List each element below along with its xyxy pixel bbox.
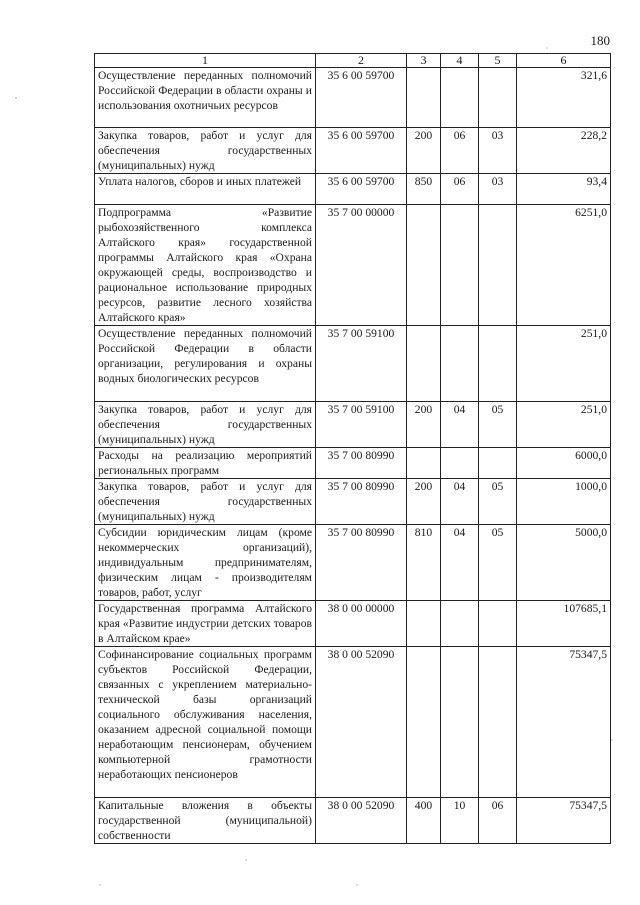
row-vr: 200 — [407, 128, 441, 174]
row-pr: 03 — [479, 128, 517, 174]
row-vr — [407, 205, 441, 326]
row-sum: 107685,1 — [517, 601, 611, 647]
row-vr: 400 — [407, 798, 441, 844]
speck — [611, 739, 612, 740]
row-rz — [441, 205, 479, 326]
row-vr — [407, 326, 441, 402]
row-rz — [441, 601, 479, 647]
table-row — [95, 68, 611, 128]
row-code: 38 0 00 52090 — [316, 647, 407, 798]
row-pr — [479, 326, 517, 402]
row-vr — [407, 601, 441, 647]
row-rz: 06 — [441, 174, 479, 205]
table-row — [95, 525, 611, 601]
table-row — [95, 174, 611, 205]
page-number: 180 — [590, 33, 610, 48]
row-pr — [479, 68, 517, 128]
row-vr — [407, 647, 441, 798]
row-pr: 06 — [479, 798, 517, 844]
table-row — [95, 798, 611, 844]
row-sum: 228,2 — [517, 128, 611, 174]
row-sum: 75347,5 — [517, 647, 611, 798]
row-code: 35 7 00 80990 — [316, 448, 407, 479]
row-name: Расходы на реализацию мероприятий региональных программ — [95, 448, 316, 479]
speck — [356, 884, 357, 885]
row-sum: 6251,0 — [517, 205, 611, 326]
table-row — [95, 448, 611, 479]
row-pr: 03 — [479, 174, 517, 205]
row-sum: 75347,5 — [517, 798, 611, 844]
row-vr: 810 — [407, 525, 441, 601]
row-rz — [441, 647, 479, 798]
table-row — [95, 128, 611, 174]
row-name: Закупка товаров, работ и услуг для обеспечения государственных (муниципальных) нужд — [95, 402, 316, 448]
row-name: Государственная программа Алтайского края «Развитие индустрии детских товаров в Алтайском крае» — [95, 601, 316, 647]
row-rz: 04 — [441, 402, 479, 448]
row-pr: 05 — [479, 525, 517, 601]
table-row — [95, 326, 611, 402]
row-pr: 05 — [479, 402, 517, 448]
row-sum: 5000,0 — [517, 525, 611, 601]
table-row — [95, 647, 611, 798]
row-name: Подпрограмма «Развитие рыбохозяйственного комплекса Алтайского края» государственной программы Алтайского края «Охрана окружающей среды, воспроизводство и рациональное использование природных ресурсов, развитие лесного хозяйства Алтайского края» — [95, 205, 316, 326]
table-row — [95, 402, 611, 448]
row-vr — [407, 448, 441, 479]
row-vr: 200 — [407, 402, 441, 448]
row-sum: 93,4 — [517, 174, 611, 205]
row-name: Закупка товаров, работ и услуг для обеспечения государственных (муниципальных) нужд — [95, 128, 316, 174]
row-vr — [407, 68, 441, 128]
speck — [15, 97, 17, 99]
table-row — [95, 601, 611, 647]
row-rz: 10 — [441, 798, 479, 844]
row-rz: 06 — [441, 128, 479, 174]
row-sum: 1000,0 — [517, 479, 611, 525]
table-row — [95, 479, 611, 525]
speck — [546, 47, 547, 48]
row-rz — [441, 68, 479, 128]
col-header-pr: 5 — [479, 54, 517, 68]
row-pr — [479, 601, 517, 647]
speck — [245, 859, 246, 860]
col-header-vr: 3 — [407, 54, 441, 68]
row-sum: 321,6 — [517, 68, 611, 128]
col-header-name: 1 — [95, 54, 316, 68]
row-rz — [441, 326, 479, 402]
row-rz — [441, 448, 479, 479]
row-name: Осуществление переданных полномочий Российской Федерации в области организации, регулирования и охраны водных биологических ресурсов — [95, 326, 316, 402]
row-name: Осуществление переданных полномочий Российской Федерации в области охраны и использования охотничьих ресурсов — [95, 68, 316, 128]
row-code: 35 6 00 59700 — [316, 174, 407, 205]
speck — [99, 884, 100, 885]
row-name: Капитальные вложения в объекты государственной (муниципальной) собственности — [95, 798, 316, 844]
row-code: 35 7 00 80990 — [316, 479, 407, 525]
row-sum: 6000,0 — [517, 448, 611, 479]
row-pr: 05 — [479, 479, 517, 525]
col-header-sum: 6 — [517, 54, 611, 68]
budget-table — [94, 53, 611, 844]
col-header-rz: 4 — [441, 54, 479, 68]
row-code: 35 6 00 59700 — [316, 128, 407, 174]
row-code: 35 6 00 59700 — [316, 68, 407, 128]
row-code: 35 7 00 80990 — [316, 525, 407, 601]
row-code: 38 0 00 00000 — [316, 601, 407, 647]
row-code: 35 7 00 59100 — [316, 402, 407, 448]
row-name: Уплата налогов, сборов и иных платежей — [95, 174, 316, 205]
row-sum: 251,0 — [517, 402, 611, 448]
header-row — [95, 54, 611, 68]
row-name: Субсидии юридическим лицам (кроме некоммерческих организаций), индивидуальным предпринимателям, физическим лицам - производителям товаров, работ, услуг — [95, 525, 316, 601]
row-code: 35 7 00 59100 — [316, 326, 407, 402]
row-name: Закупка товаров, работ и услуг для обеспечения государственных (муниципальных) нужд — [95, 479, 316, 525]
table-row — [95, 205, 611, 326]
row-code: 35 7 00 00000 — [316, 205, 407, 326]
row-sum: 251,0 — [517, 326, 611, 402]
row-name: Софинансирование социальных программ субъектов Российской Федерации, связанных с укреплением материально-технической базы организаций социального обслуживания населения, оказанием адресной социальной помощи неработающим пенсионерам, обучением компьютерной грамотности неработающих пенсионеров — [95, 647, 316, 798]
col-header-code: 2 — [316, 54, 407, 68]
row-pr — [479, 205, 517, 326]
row-code: 38 0 00 52090 — [316, 798, 407, 844]
row-pr — [479, 647, 517, 798]
row-vr: 200 — [407, 479, 441, 525]
row-vr: 850 — [407, 174, 441, 205]
row-pr — [479, 448, 517, 479]
row-rz: 04 — [441, 525, 479, 601]
row-rz: 04 — [441, 479, 479, 525]
